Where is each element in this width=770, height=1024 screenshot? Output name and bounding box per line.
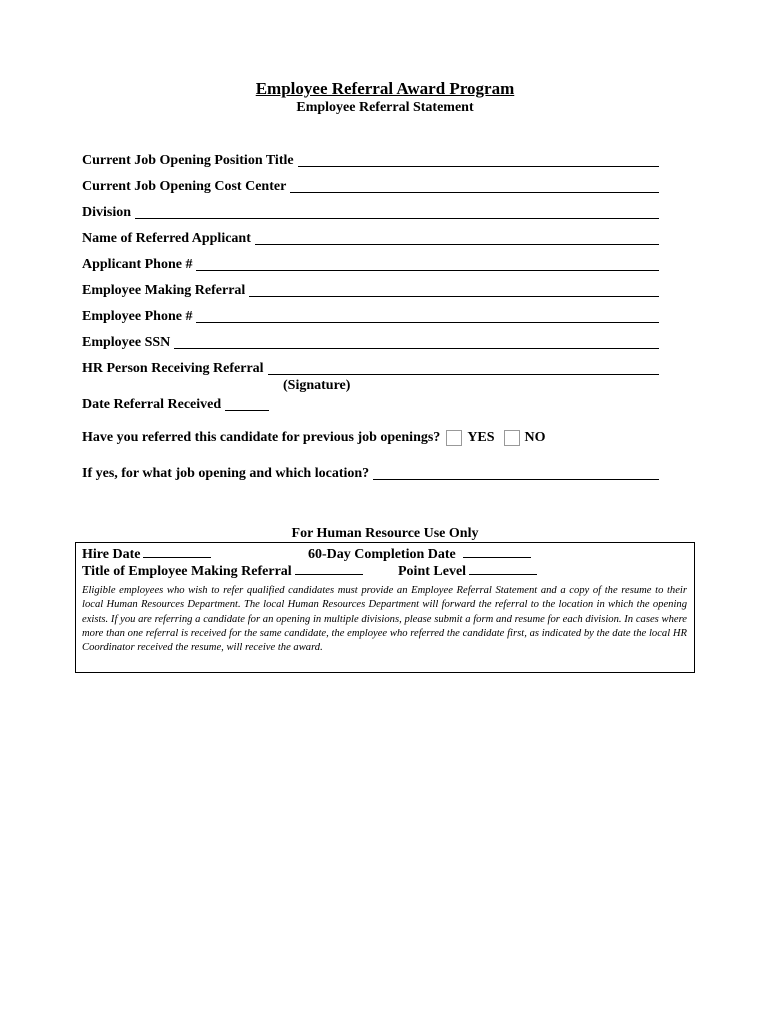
date-received-line[interactable] <box>225 396 269 411</box>
referrer-title-label: Title of Employee Making Referral <box>82 564 292 579</box>
point-level-line[interactable] <box>469 562 537 575</box>
yes-label: YES <box>467 430 495 445</box>
hire-date-label: Hire Date <box>82 547 141 562</box>
no-label: NO <box>524 430 546 445</box>
signature-label: (Signature) <box>283 378 351 393</box>
field-label: Name of Referred Applicant <box>82 231 251 246</box>
applicant-phone-field[interactable] <box>82 255 659 273</box>
employee-phone-field[interactable] <box>82 307 659 325</box>
field-label: Current Job Opening Position Title <box>82 153 294 168</box>
hr-use-box <box>75 542 695 673</box>
hire-date-line[interactable] <box>143 545 211 558</box>
document-subtitle: Employee Referral Statement <box>296 100 474 115</box>
employee-phone-line[interactable] <box>196 308 659 323</box>
cost-center-line[interactable] <box>290 178 659 193</box>
completion-date-field[interactable] <box>308 545 531 563</box>
location-line[interactable] <box>373 465 659 480</box>
completion-date-line[interactable] <box>463 545 531 558</box>
employee-ssn-field[interactable] <box>82 333 659 351</box>
employee-referral-line[interactable] <box>249 282 659 297</box>
no-checkbox[interactable] <box>504 430 520 446</box>
position-title-line[interactable] <box>298 152 659 167</box>
employee-referral-field[interactable] <box>82 281 659 299</box>
field-label: Applicant Phone # <box>82 257 193 272</box>
point-level-field[interactable] <box>398 562 537 580</box>
hr-person-field[interactable] <box>82 359 659 377</box>
division-line[interactable] <box>135 204 659 219</box>
field-label: HR Person Receiving Referral <box>82 361 264 376</box>
date-received-label: Date Referral Received <box>82 397 222 412</box>
previous-openings-text: Have you referred this candidate for previous job openings? <box>82 430 441 445</box>
yes-checkbox[interactable] <box>446 430 462 446</box>
date-received-field[interactable] <box>82 396 269 413</box>
field-label: Employee Making Referral <box>82 283 246 298</box>
field-label: Division <box>82 205 132 220</box>
location-field[interactable] <box>82 464 659 482</box>
location-question-label: If yes, for what job opening and which location? <box>82 466 370 481</box>
field-label: Employee SSN <box>82 335 171 350</box>
previous-openings-question <box>82 430 546 446</box>
referred-applicant-field[interactable] <box>82 229 659 247</box>
position-title-field[interactable] <box>82 151 659 169</box>
document-title: Employee Referral Award Program <box>255 79 515 98</box>
field-label: Employee Phone # <box>82 309 193 324</box>
hr-section-title: For Human Resource Use Only <box>291 526 479 541</box>
cost-center-field[interactable] <box>82 177 659 195</box>
field-label: Current Job Opening Cost Center <box>82 179 287 194</box>
referred-applicant-line[interactable] <box>255 230 659 245</box>
referrer-title-field[interactable] <box>82 562 363 580</box>
hr-person-line[interactable] <box>268 360 659 375</box>
referrer-title-line[interactable] <box>295 562 363 575</box>
completion-date-label: 60-Day Completion Date <box>308 547 456 562</box>
division-field[interactable] <box>82 203 659 221</box>
applicant-phone-line[interactable] <box>196 256 659 271</box>
hire-date-field[interactable] <box>82 545 211 563</box>
employee-ssn-line[interactable] <box>174 334 659 349</box>
eligibility-note: Eligible employees who wish to refer qualified candidates must provide an Employee Referral Statement and a copy of the resume to their local Human Resources Department. The local Human Resources Department will forward the referral to the location in which the opening exists. If you are referring a candidate for an opening in multiple divisions, please submit a form and resume for each division. In cases where more than one referral is received for the same candidate, the employee who referred the candidate first, as indicated by the date the local HR Coordinator received the resume, will receive the award. <box>82 585 687 654</box>
point-level-label: Point Level <box>398 564 467 579</box>
